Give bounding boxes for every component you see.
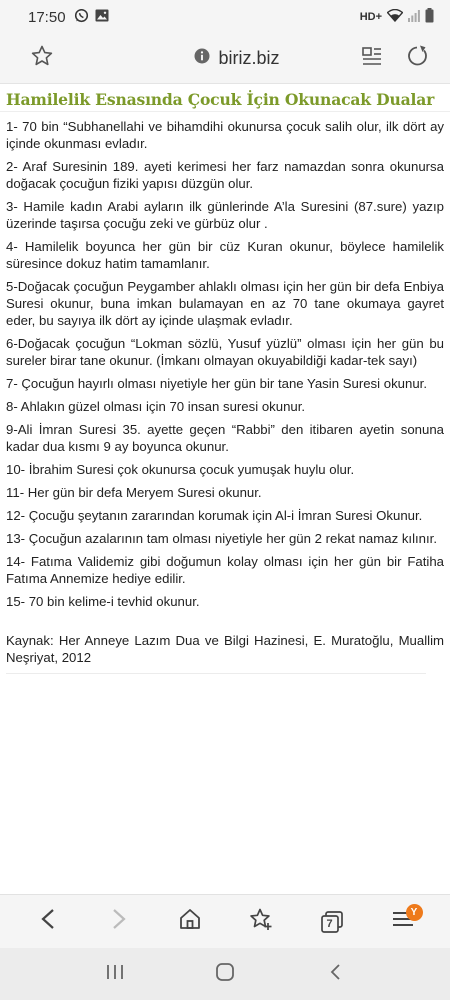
list-item: 15- 70 bin kelime-i tevhid okunur. — [6, 594, 200, 609]
source-citation: Kaynak: Her Anneye Lazım Dua ve Bilgi Hazinesi, E. Muratoğlu, Muallim Neşriyat, 2012 — [6, 633, 444, 665]
menu-button[interactable] — [383, 902, 423, 942]
star-plus-icon — [249, 907, 273, 936]
system-back-button[interactable] — [315, 954, 355, 994]
forward-button[interactable] — [99, 902, 139, 942]
network-type: HD+ — [359, 11, 382, 23]
list-item: 7- Çocuğun hayırlı olması niyetiyle her gün bir tane Yasin Suresi okunur. — [6, 376, 428, 391]
address-bar[interactable] — [194, 48, 279, 69]
home-button[interactable] — [170, 902, 210, 942]
signal-icon — [408, 10, 420, 25]
home-circle-icon — [215, 962, 235, 987]
article-body — [0, 112, 450, 674]
list-item: 1- 70 bin “Subhanellahi ve bihamdihi okunursa çocuk salih olur, ilk dört ay içinde okunması evladır. — [6, 119, 444, 151]
back-arrow-icon — [329, 963, 341, 986]
image-icon — [95, 9, 109, 26]
tabs-button[interactable] — [312, 902, 352, 942]
reader-mode-icon[interactable] — [362, 46, 382, 71]
bookmarks-button[interactable] — [241, 902, 281, 942]
system-navigation-bar — [0, 948, 450, 1000]
home-icon — [179, 908, 201, 935]
list-item: 11- Her gün bir defa Meryem Suresi okunur. — [6, 485, 262, 500]
chevron-right-icon — [111, 908, 127, 935]
chevron-left-icon — [40, 908, 56, 935]
list-item: 5-Doğacak çocuğun Peygamber ahlaklı olması için her gün bir defa Enbiya Suresi okunur, buna imkan bulamayan en az 70 tane okumaya gayret eder, bu sayıya ilk dört ay içinde ulaşmak evladır. — [6, 279, 444, 328]
web-page-content — [0, 86, 450, 886]
battery-icon — [425, 8, 434, 26]
list-item: 10- İbrahim Suresi çok okunursa çocuk yumuşak huylu olur. — [6, 462, 355, 477]
browser-bottom-bar — [0, 894, 450, 948]
list-item: 9-Ali İmran Suresi 35. ayette geçen “Rabbi” den itibaren ayetin sonuna kadar dua kısmı 9 ay boyunca okunur. — [6, 422, 444, 454]
back-button[interactable] — [28, 902, 68, 942]
divider — [6, 673, 426, 674]
status-time: 17:50 — [28, 8, 66, 26]
bookmark-star-icon[interactable] — [30, 44, 54, 73]
tab-count: 7 — [326, 917, 333, 930]
system-home-button[interactable] — [205, 954, 245, 994]
status-bar — [0, 0, 450, 34]
list-item: 8- Ahlakın güzel olması için 70 insan suresi okunur. — [6, 399, 306, 414]
list-item: 12- Çocuğu şeytanın zararından korumak için Al-i İmran Suresi Okunur. — [6, 508, 423, 523]
recent-apps-button[interactable] — [95, 954, 135, 994]
wifi-icon — [387, 9, 403, 25]
list-item: 13- Çocuğun azalarının tam olması niyetiyle her gün 2 rekat namaz kılınır. — [6, 531, 438, 546]
list-item: 3- Hamile kadın Arabi ayların ilk günlerinde A’la Suresini (87.sure) yazıp üzerinde taşırsa çocuğu zeki ve gürbüz olur . — [6, 199, 444, 231]
browser-toolbar — [0, 34, 450, 84]
list-item: 4- Hamilelik boyunca her gün bir cüz Kuran okunur, böylece hamilelik süresince dokuz hatim tamamlanır. — [6, 239, 444, 271]
list-item: 6-Doğacak çocuğun “Lokman sözlü, Yusuf yüzlü” olması için her gün bu sureler birar tane okunur. (İmkanı olmayan okuyabildiği kadar-tek sayı) — [6, 336, 444, 368]
list-item: 14- Fatıma Validemiz gibi doğumun kolay olması için her gün bir Fatiha Fatıma Annemize hediye edilir. — [6, 554, 444, 586]
list-item: 2- Araf Suresinin 189. ayeti kerimesi her farz namazdan sonra okunursa doğacak çocuğun fiziki yapısı düzgün olur. — [6, 159, 444, 191]
whatsapp-icon — [74, 8, 89, 27]
tabs-icon — [320, 910, 344, 934]
reload-icon[interactable] — [406, 45, 428, 72]
info-icon[interactable] — [194, 48, 210, 69]
recent-apps-icon — [106, 964, 124, 985]
article-title: Hamilelik Esnasında Çocuk İçin Okunacak Dualar — [0, 86, 450, 112]
menu-badge: Y — [406, 904, 423, 921]
url-text[interactable]: biriz.biz — [218, 48, 280, 68]
